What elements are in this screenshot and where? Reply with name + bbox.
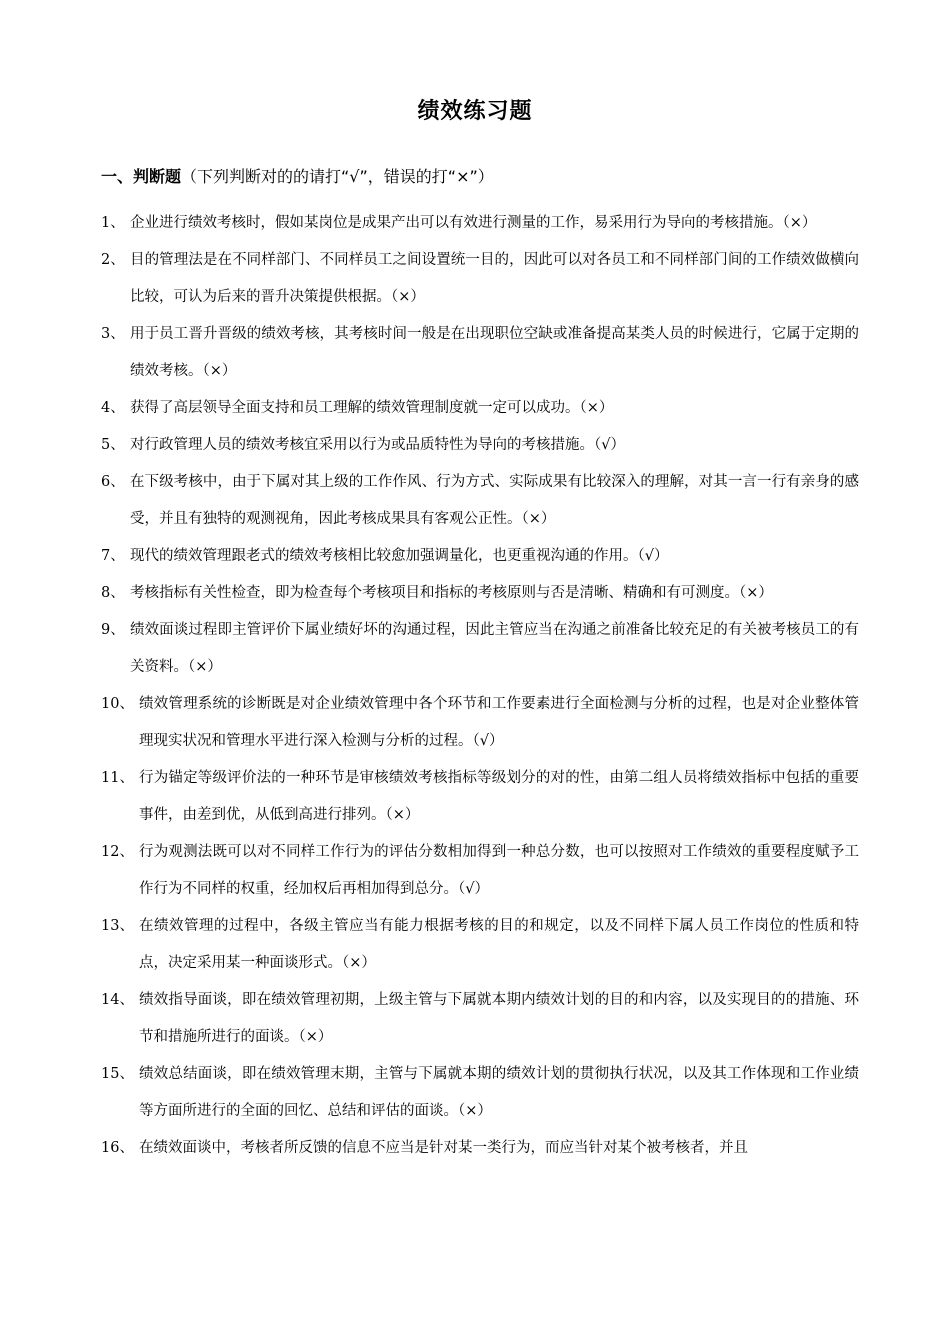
question-number: 13、 [101,918,134,934]
question-text: 对行政管理人员的绩效考核宜采用以行为或品质特性为导向的考核措施。（√） [130,437,625,453]
question-number: 6、 [101,474,125,490]
question-number: 12、 [101,844,134,860]
question-text: 在下级考核中，由于下属对其上级的工作作风、行为方式、实际成果有比较深入的理解，对其一言一行有亲身的感受，并且有独特的观测视角，因此考核成果具有客观公正性。（×） [130,474,859,527]
question-text: 用于员工晋升晋级的绩效考核，其考核时间一般是在出现职位空缺或准备提高某类人员的时候进行，它属于定期的绩效考核。（×） [130,326,859,379]
question-number: 16、 [101,1140,134,1156]
question-item [101,1130,859,1167]
question-item [101,538,859,575]
question-item [101,982,859,1056]
question-text: 在绩效面谈中，考核者所反馈的信息不应当是针对某一类行为，而应当针对某个被考核者，并且 [139,1140,748,1156]
question-item [101,686,859,760]
question-text: 现代的绩效管理跟老式的绩效考核相比较愈加强调量化，也更重视沟通的作用。（√） [130,548,669,564]
question-number: 2、 [101,252,125,268]
question-text: 考核指标有关性检查，即为检查每个考核项目和指标的考核原则与否是清晰、精确和有可测度。（×） [130,585,773,601]
question-item [101,316,859,390]
question-item [101,834,859,908]
question-item [101,242,859,316]
question-item [101,575,859,612]
question-item [101,612,859,686]
question-item [101,1056,859,1130]
section-instruction: （下列判断对的的请打“√”，错误的打“×”） [181,167,494,186]
question-number: 11、 [101,770,134,786]
question-text: 行为锚定等级评价法的一种环节是审核绩效考核指标等级划分的对的性，由第二组人员将绩效指标中包括的重要事件，由差到优，从低到高进行排列。（×） [139,770,859,823]
question-number: 1、 [101,215,125,231]
question-text: 目的管理法是在不同样部门、不同样员工之间设置统一目的，因此可以对各员工和不同样部门间的工作绩效做横向比较，可认为后来的晋升决策提供根据。（×） [130,252,859,305]
page-title: 绩效练习题 [417,99,533,124]
question-number: 5、 [101,437,125,453]
section-heading [101,164,494,190]
question-number: 4、 [101,400,125,416]
question-text: 获得了高层领导全面支持和员工理解的绩效管理制度就一定可以成功。（×） [130,400,614,416]
question-number: 8、 [101,585,125,601]
question-number: 15、 [101,1066,134,1082]
question-number: 7、 [101,548,125,564]
question-number: 3、 [101,326,125,342]
question-item [101,427,859,464]
question-text: 绩效管理系统的诊断既是对企业绩效管理中各个环节和工作要素进行全面检测与分析的过程，也是对企业整体管理现实状况和管理水平进行深入检测与分析的过程。（√） [139,696,859,749]
question-item [101,464,859,538]
question-number: 10、 [101,696,134,712]
question-item [101,205,859,242]
question-number: 14、 [101,992,134,1008]
question-text: 绩效总结面谈，即在绩效管理末期，主管与下属就本期的绩效计划的贯彻执行状况，以及其工作体现和工作业绩等方面所进行的全面的回忆、总结和评估的面谈。（×） [139,1066,859,1119]
question-text: 企业进行绩效考核时，假如某岗位是成果产出可以有效进行测量的工作，易采用行为导向的考核措施。（×） [130,215,817,231]
question-item [101,908,859,982]
question-text: 行为观测法既可以对不同样工作行为的评估分数相加得到一种总分数，也可以按照对工作绩效的重要程度赋予工作行为不同样的权重，经加权后再相加得到总分。（√） [139,844,859,897]
question-item [101,760,859,834]
question-number: 9、 [101,622,125,638]
question-text: 绩效指导面谈，即在绩效管理初期，上级主管与下属就本期内绩效计划的目的和内容，以及实现目的的措施、环节和措施所进行的面谈。（×） [139,992,859,1045]
question-text: 在绩效管理的过程中，各级主管应当有能力根据考核的目的和规定，以及不同样下属人员工作岗位的性质和特点，决定采用某一种面谈形式。（×） [139,918,859,971]
question-item [101,390,859,427]
section-heading-label: 一、判断题 [101,167,182,186]
question-list [101,205,859,1167]
question-text: 绩效面谈过程即主管评价下属业绩好坏的沟通过程，因此主管应当在沟通之前准备比较充足的有关被考核员工的有关资料。（×） [130,622,859,675]
